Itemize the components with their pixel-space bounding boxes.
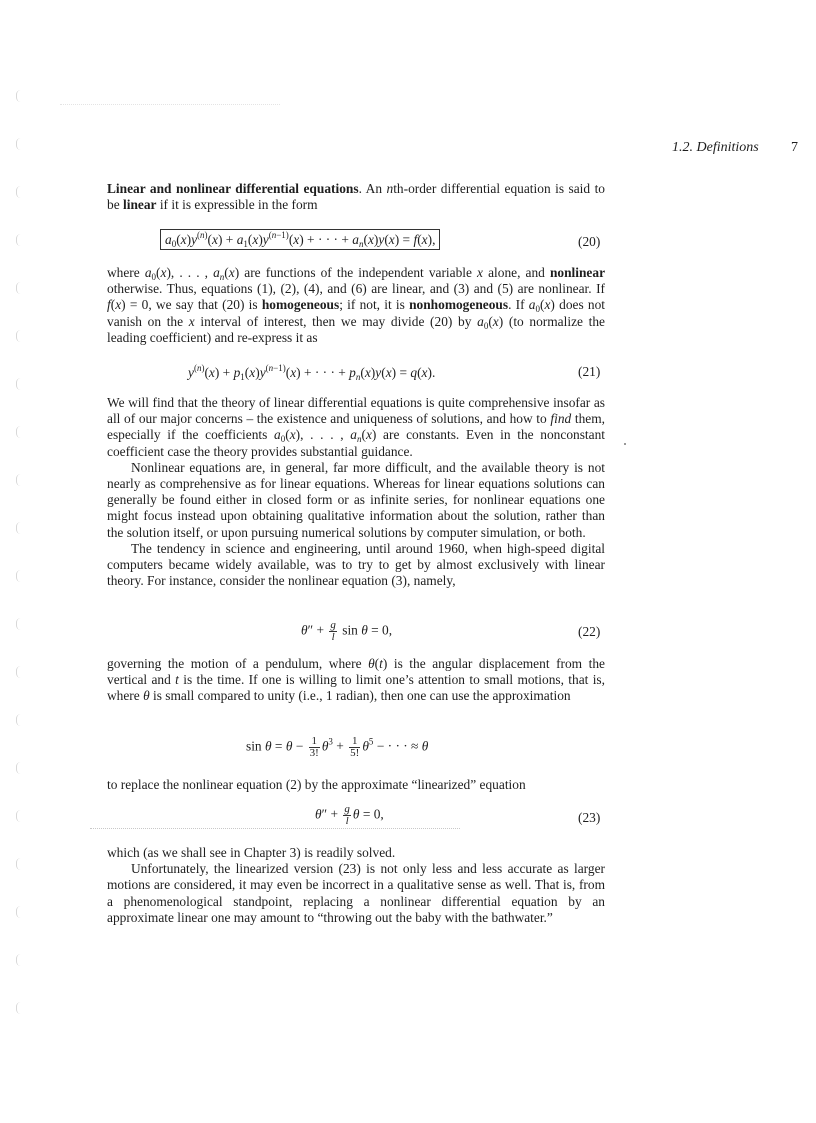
paragraph-nonlinear: Nonlinear equations are, in general, far more difficult, and the available theory is not nearly as comprehensive as for linear equations. Whereas for linear equations solutions can generally be found either in closed form or as infinite series, for nonlinear equations one might focus instead upon obtaining qualitative information about the solution, rather than the solution itself, or upon pursuing numerical solutions by computer simulation, or both. [107, 459, 605, 540]
term-nonhomogeneous: nonhomogeneous [409, 297, 509, 313]
equation-22: θ″ + $\frac{g}{l}$ sin θ = 0, [301, 619, 393, 643]
equation-sine-approximation: sin θ = θ − $\frac{1}{3!}$ $\theta^3$ + $\frac{1}{5!}$ $\theta^5$ − · · · ≈ θ [246, 735, 429, 759]
scan-speck [624, 443, 626, 445]
paragraph-definition: Linear and nonlinear differential equations. An nth-order differential equation is said to be linear if it is expressible in the form [107, 181, 605, 213]
term-homogeneous: homogeneous [261, 297, 340, 313]
running-header: 1.2. Definitions [672, 140, 759, 155]
section-heading: Linear and nonlinear differential equations [107, 181, 359, 196]
binding-margin [10, 90, 40, 1030]
equation-21: $y^{(n)}(x) + p_1(x)y^{(n-1)}(x)$ + · · · + $p_n(x)y(x) = q(x)$. [188, 363, 436, 382]
equation-number-22: (22) [578, 624, 601, 639]
term-linear: linear [123, 197, 157, 213]
scan-artifact [60, 104, 280, 105]
paragraph-theory: We will find that the theory of linear differential equations is quite comprehensive insofar as all of our major concerns – the existence and uniqueness of solutions, and how to find them, especially if the coefficients $a_0(x)$, . . . , $a_n(x)$ are constants. Even in the nonconstant coefficient case the theory provides substantial guidance. Nonlinear equations are, in general, far more difficult, and the available theory is not nearly as comprehensive as for linear equations. Whereas for linear equations solutions can generally be found either in closed form or as infinite series, for nonlinear equations one might focus instead upon obtaining qualitative information about the solution, rather than the solution itself, or upon pursuing numerical solutions by computer simulation, or both. The tendency in science and engineering, until around 1960, when high-speed digital computers became widely available, was to try to get by almost exclusively with linear theory. For instance, consider the nonlinear equation (3), namely, [107, 395, 606, 589]
equation-number-23: (23) [578, 810, 601, 825]
paragraph-pendulum: governing the motion of a pendulum, where θ(t) is the angular displacement from the vertical and t is the time. If one is willing to limit one’s attention to small motions, that is, where θ is small compared to unity (i.e., 1 radian), then one can use the approximation [107, 656, 605, 704]
paragraph-linear-definition: where $a_0(x)$, . . . , $a_n(x)$ are functions of the independent variable x alone, and nonlinear otherwise. Thus, equations (1), (2), (4), and (6) are linear, and (3) and (5) are nonlinear. If f(x) = 0, we say that (20) is homogeneous; if not, it is nonhomogeneous. If $a_0(x)$ does not vanish on the x interval of interest, then we may divide (20) by $a_0(x)$ (to normalize the leading coefficient) and re-express it as [107, 265, 606, 345]
equation-20: $a_0(x)y^{(n)}(x) + a_1(x)y^{(n-1)}(x)$ + · · · + $a_n(x)y(x) = f(x)$, [160, 232, 440, 248]
paragraph-conclusion: which (as we shall see in Chapter 3) is readily solved. Unfortunately, the linearized version (23) is not only less and less accurate as larger motions are considered, it may even be incorrect in a qualitative sense as well. That is, from a phenomenological standpoint, replacing a nonlinear differential equation by an approximate linear one may amount to “throwing out the baby with the bathwater.” [107, 845, 605, 925]
equation-number-20: (20) [578, 234, 601, 249]
scan-artifact [90, 828, 460, 829]
paragraph-history: The tendency in science and engineering, until around 1960, when high-speed digital computers became widely available, was to try to get by almost exclusively with linear theory. For instance, consider the nonlinear equation (3), namely, [107, 540, 605, 589]
equation-number-21: (21) [578, 364, 601, 379]
paragraph-caution: Unfortunately, the linearized version (23) is not only less and less accurate as larger motions are considered, it may even be incorrect in a qualitative sense as well. That is, from a phenomenological standpoint, replacing a nonlinear differential equation by an approximate linear one may amount to “throwing out the baby with the bathwater.” [107, 861, 605, 925]
paragraph-linearized: to replace the nonlinear equation (2) by the approximate “linearized” equation [107, 777, 526, 792]
page-number: 7 [791, 140, 798, 155]
term-nonlinear: nonlinear [549, 265, 606, 280]
equation-23: θ″ + $\frac{g}{l}$ θ = 0, [315, 803, 384, 827]
